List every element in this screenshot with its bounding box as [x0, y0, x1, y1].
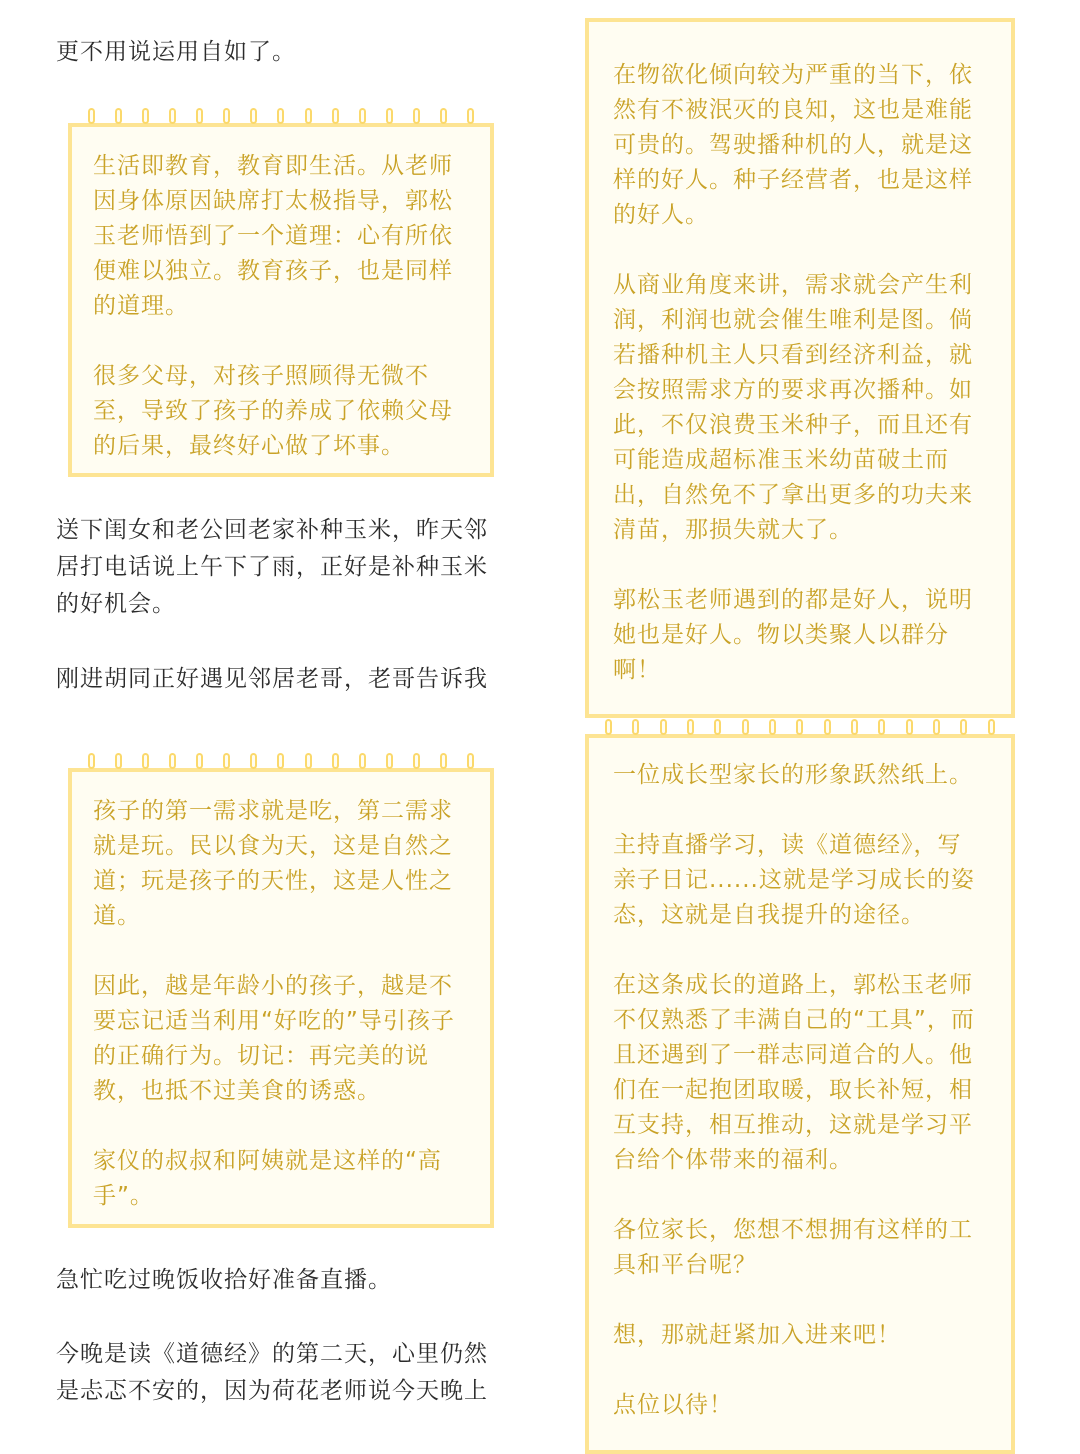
note-card-2 — [68, 768, 494, 1228]
card3-paragraph: 在物欲化倾向较为严重的当下，依然有不被泯灭的良知，这也是难能可贵的。驾驶播种机的人，就是这样的好人。种子经营者，也是这样的好人。 — [613, 62, 973, 228]
card2-paragraph: 家仪的叔叔和阿姨就是这样的“高手”。 — [93, 1148, 442, 1209]
card4-paragraph: 主持直播学习，读《道德经》，写亲子日记......这就是学习成长的姿态，这就是自我提升的途径。 — [613, 832, 975, 928]
left-paragraph-top: 更不用说运用自如了。 — [56, 39, 296, 65]
card4-paragraph: 各位家长，您想不想拥有这样的工具和平台呢？ — [613, 1217, 973, 1278]
note-card-3 — [585, 18, 1015, 718]
spiral-binding — [88, 753, 474, 775]
note-card-1 — [68, 123, 494, 477]
card2-paragraph: 孩子的第一需求就是吃，第二需求就是玩。民以食为天，这是自然之道；玩是孩子的天性，这是人性之道。 — [93, 798, 453, 929]
card4-paragraph: 在这条成长的道路上，郭松玉老师不仅熟悉了丰满自己的“工具”，而且还遇到了一群志同道合的人。他们在一起抱团取暖，取长补短，相互支持，相互推动，这就是学习平台给个体带来的福利。 — [613, 972, 975, 1173]
right-card-bottom-clip — [585, 712, 1015, 1418]
spiral-binding — [88, 108, 474, 130]
card1-paragraph: 很多父母，对孩子照顾得无微不至，导致了孩子的养成了依赖父母的后果，最终好心做了坏事。 — [93, 363, 453, 459]
card4-paragraph: 想，那就赶紧加入进来吧！ — [613, 1322, 901, 1348]
left-paragraph-bottom2: 今晚是读《道德经》的第二天，心里仍然是忐忑不安的，因为荷花老师说今天晚上 — [56, 1341, 488, 1404]
card3-paragraph: 从商业角度来讲，需求就会产生利润，利润也就会催生唯利是图。倘若播种机主人只看到经济利益，就会按照需求方的要求再次播种。如此，不仅浪费玉米种子，而且还有可能造成超标准玉米幼苗破土而出，自然免不了拿出更多的功夫来清苗，那损失就大了。 — [613, 272, 973, 543]
card4-paragraph: 一位成长型家长的形象跃然纸上。 — [613, 762, 973, 788]
left-paragraph-mid2: 刚进胡同正好遇见邻居老哥，老哥告诉我 — [56, 666, 488, 692]
card4-paragraph: 点位以待！ — [613, 1392, 733, 1418]
left-paragraph-mid1: 送下闺女和老公回老家补种玉米，昨天邻居打电话说上午下了雨，正好是补种玉米的好机会。 — [56, 517, 488, 617]
spiral-binding — [605, 719, 995, 741]
card3-paragraph: 郭松玉老师遇到的都是好人，说明她也是好人。物以类聚人以群分啊！ — [613, 587, 973, 683]
card2-paragraph: 因此，越是年龄小的孩子，越是不要忘记适当利用“好吃的”导引孩子的正确行为。切记：再完美的说教，也抵不过美食的诱惑。 — [93, 973, 455, 1104]
note-card-4 — [585, 734, 1015, 1454]
right-card-top-clip — [585, 28, 1015, 704]
left-bottom-clip — [56, 1336, 508, 1404]
card1-paragraph: 生活即教育，教育即生活。从老师因身体原因缺席打太极指导，郭松玉老师悟到了一个道理：心有所依便难以独立。教育孩子，也是同样的道理。 — [93, 153, 453, 319]
left-paragraph-bottom1: 急忙吃过晚饭收拾好准备直播。 — [56, 1267, 392, 1293]
